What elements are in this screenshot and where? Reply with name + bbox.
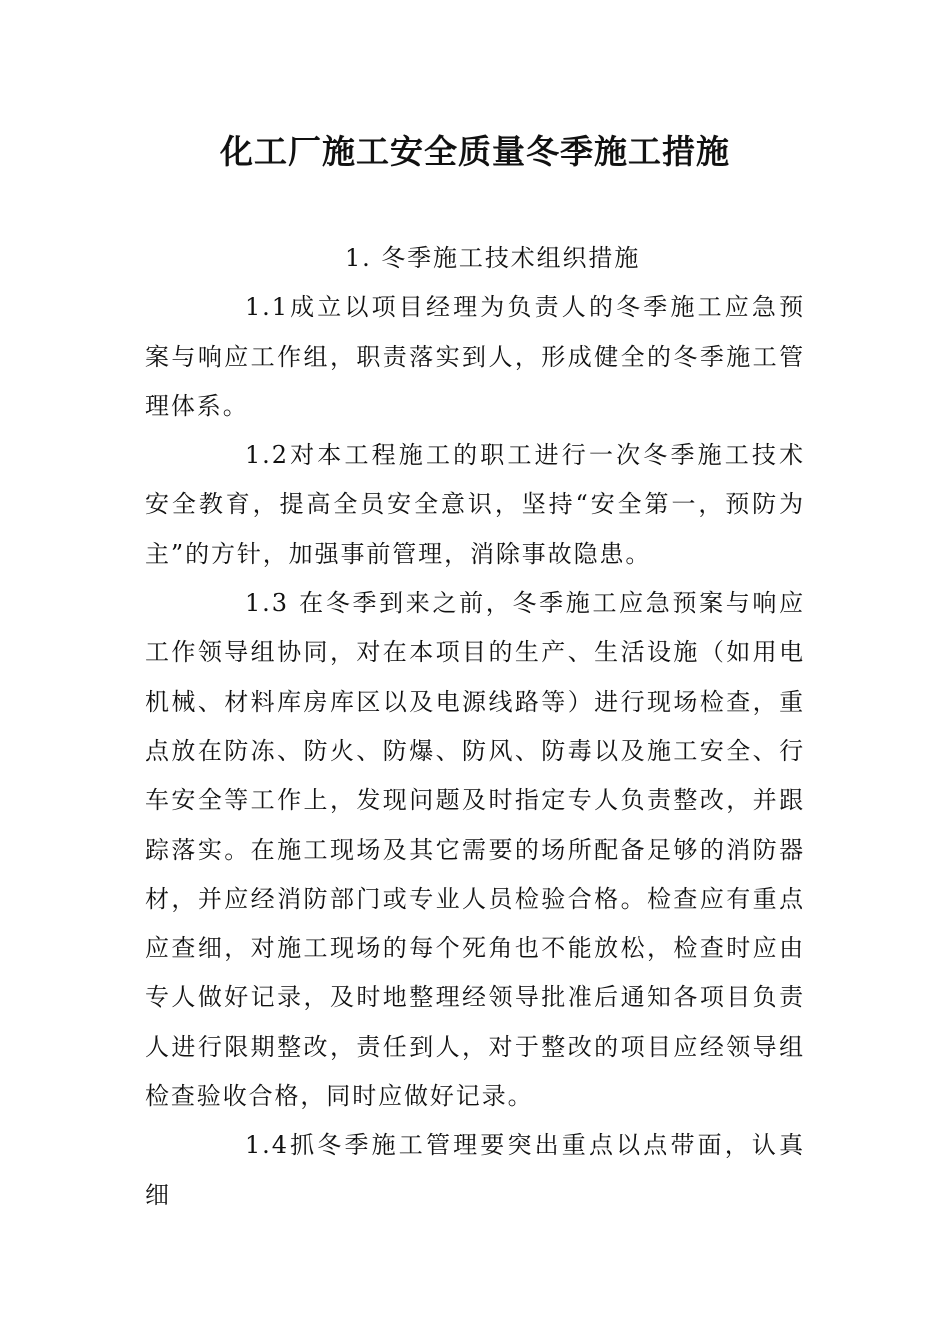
document-title: 化工厂施工安全质量冬季施工措施 [220, 132, 730, 171]
paragraph-1-4: 1.4抓冬季施工管理要突出重点以点带面，认真细 [145, 1131, 805, 1209]
section-heading: 1. 冬季施工技术组织措施 [345, 244, 641, 272]
document-body [145, 234, 805, 1220]
paragraph-1-3: 1.3 在冬季到来之前，冬季施工应急预案与响应工作领导组协同，对在本项目的生产、生活设施（如用电机械、材料库房库区以及电源线路等）进行现场检查，重点放在防冻、防火、防爆、防风、防毒以及施工安全、行车安全等工作上，发现问题及时指定专人负责整改，并跟踪落实。在施工现场及其它需要的场所配备足够的消防器材，并应经消防部门或专业人员检验合格。检查应有重点应查细，对施工现场的每个死角也不能放松，检查时应由专人做好记录，及时地整理经领导批准后通知各项目负责人进行限期整改，责任到人，对于整改的项目应经领导组检查验收合格，同时应做好记录。 [145, 589, 805, 1111]
paragraph-1-2: 1.2对本工程施工的职工进行一次冬季施工技术安全教育，提高全员安全意识，坚持“安全第一，预防为主”的方针，加强事前管理，消除事故隐患。 [145, 441, 805, 568]
paragraph-1-1: 1.1成立以项目经理为负责人的冬季施工应急预案与响应工作组，职责落实到人，形成健全的冬季施工管理体系。 [145, 293, 805, 420]
